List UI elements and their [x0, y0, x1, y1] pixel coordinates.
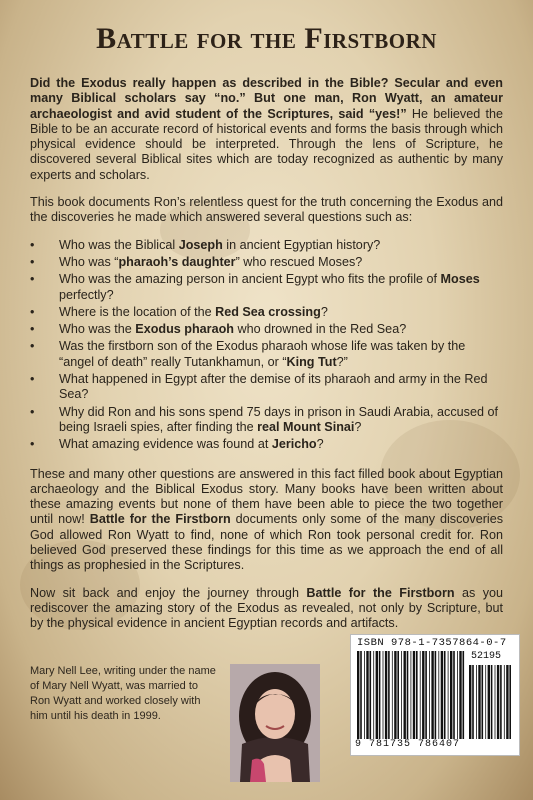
back-cover-footer — [30, 637, 507, 784]
barcode-bar — [509, 665, 511, 739]
barcode-bar — [407, 651, 409, 739]
barcode-bar — [463, 651, 465, 739]
intro-paragraph — [30, 76, 503, 183]
ean-bars — [357, 651, 465, 739]
list-item: • Who was the Exodus pharaoh who drowned in the Red Sea? — [30, 322, 503, 337]
barcode-bar — [457, 651, 458, 739]
barcode-bar — [383, 651, 384, 739]
blurb — [30, 76, 503, 644]
barcode-bar — [411, 651, 412, 739]
barcode-bar — [495, 665, 496, 739]
barcode-bar — [482, 665, 484, 739]
list-item: • Who was “pharaoh’s daughter” who rescued Moses? — [30, 255, 503, 270]
list-item: • Was the firstborn son of the Exodus pharaoh whose life was taken by the “angel of death” really Tutankhamun, or “King Tut?” — [30, 339, 503, 370]
barcode-bar — [435, 651, 437, 739]
barcode-bar — [404, 651, 406, 739]
isbn-number: ISBN 978-1-7357864-0-7 — [357, 637, 507, 649]
closing-paragraph: Now sit back and enjoy the journey through Battle for the Firstborn as you rediscover the amazing story of the Exodus as revealed, not only by Scripture, but by the physical evidence in ancient Egyptian records and artifacts. — [30, 585, 504, 631]
barcode-bar — [385, 651, 387, 739]
barcode-bar — [476, 665, 477, 739]
barcode-bar — [420, 651, 421, 739]
barcode-bar — [469, 665, 471, 739]
barcode-bar — [485, 665, 486, 739]
barcode-bar — [478, 665, 480, 739]
barcode-bar — [425, 651, 427, 739]
barcode-bar — [491, 665, 493, 739]
barcode-bar — [360, 651, 362, 739]
barcode-bar — [416, 651, 418, 739]
barcode-bar — [397, 651, 399, 739]
barcode-bar — [444, 651, 446, 739]
barcode-bar — [448, 651, 449, 739]
ean-digits: 9 781735 786407 — [355, 739, 461, 750]
barcode-bar — [364, 651, 365, 739]
barcode-bar — [504, 665, 505, 739]
barcode-bar — [394, 651, 396, 739]
intro-rest: He believed the Bible to be an accurate record of historical events and forms the basis through which physical evidence should be interpreted. Through the lens of Scripture, he discovered several Biblical sites which are today recognized as authentic by many experts and scholars. — [30, 106, 503, 182]
barcode-bar — [401, 651, 402, 739]
list-item: • Why did Ron and his sons spend 75 days in prison in Saudi Arabia, accused of being Israeli spies, after finding the real Mount Sinai? — [30, 405, 503, 436]
barcode-bar — [472, 665, 474, 739]
price-addon-code: 52195 — [471, 651, 502, 662]
list-item: • Who was the Biblical Joseph in ancient Egyptian history? — [30, 238, 503, 253]
author-bio: Mary Nell Lee, writing under the name of Mary Nell Wyatt, was married to Ron Wyatt and worked closely with him until his death in 1999. — [30, 665, 216, 722]
barcode-bar — [506, 665, 508, 739]
barcode-bar — [357, 651, 359, 739]
barcode-bar — [373, 651, 374, 739]
barcode-bar — [388, 651, 390, 739]
addon-bars — [469, 665, 513, 739]
barcode-bar — [370, 651, 372, 739]
barcode-bar — [422, 651, 424, 739]
list-item: • What amazing evidence was found at Jericho? — [30, 437, 503, 452]
barcode-bar — [376, 651, 378, 739]
list-item: • Where is the location of the Red Sea crossing? — [30, 305, 503, 320]
isbn-barcode — [350, 634, 520, 756]
barcode-bar — [441, 651, 443, 739]
barcode-bar — [379, 651, 381, 739]
barcode-bar — [431, 651, 433, 739]
barcode-bar — [497, 665, 499, 739]
barcode-bar — [413, 651, 415, 739]
barcode-bar — [438, 651, 439, 739]
intro-bold-lead: Did the Exodus really happen as described in the Bible? Secular and even many Biblical scholars say “no.” But one man, Ron Wyatt, an amateur archaeologist and avid student of the Scriptures, said “yes!” — [30, 76, 503, 121]
questions-intro: This book documents Ron’s relentless quest for the truth concerning the Exodus and the discoveries he made which answered several questions such as: — [30, 195, 503, 225]
list-item: • What happened in Egypt after the demise of its pharaoh and army in the Red Sea? — [30, 372, 503, 403]
book-title: Battle for the Firstborn — [96, 22, 437, 55]
author-portrait-image — [230, 664, 320, 782]
barcode-bar — [429, 651, 430, 739]
barcode-bar — [453, 651, 455, 739]
summary-paragraph: These and many other questions are answered in this fact filled book about Egyptian archaeology and the Biblical Exodus story. Many books have been written about these amazing events but none of them have been able to piece the two together until now! Battle for the Firstborn documents only some of the many discoveries God allowed Ron Wyatt to find, none of which Ron took personal credit for. Ron believed God preserved these findings for this time as we approach the end of all things as prophesied in the Scriptures. — [30, 466, 504, 573]
barcode-bar — [392, 651, 393, 739]
barcode-bar — [459, 651, 461, 739]
barcode-bar — [450, 651, 452, 739]
barcode-bar — [500, 665, 502, 739]
barcode-bar — [488, 665, 490, 739]
list-item: • Who was the amazing person in ancient Egypt who fits the profile of Moses perfectly? — [30, 272, 503, 303]
barcode-bar — [366, 651, 368, 739]
author-photo — [230, 664, 320, 782]
question-list — [30, 238, 503, 453]
